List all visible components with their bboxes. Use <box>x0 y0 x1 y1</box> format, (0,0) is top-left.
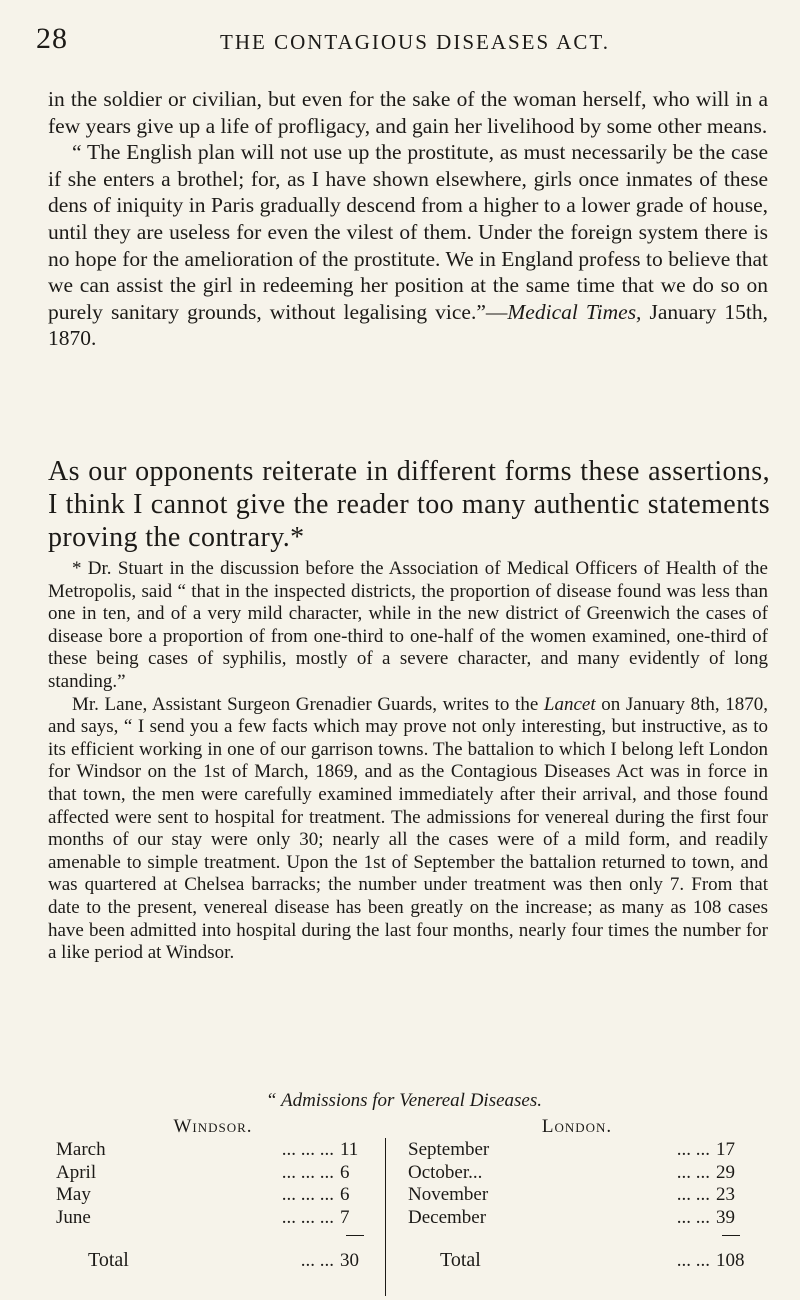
sum-rule <box>56 1229 370 1243</box>
admission-count: 17 <box>716 1139 735 1160</box>
lead-paragraph: As our opponents reiterate in different forms these assertions, I think I cannot give the reader too many authentic statements proving the contrary.* <box>48 456 770 553</box>
quoted-passage: “ The English plan will not use up the prostitute, as must necessarily be the case if she enters a brothel; for, as I have shown elsewhere, girls once inmates of these dens of iniquity in Paris gradually descend from a higher to a lower grade of house, until they are useless for even the vilest of them. Under the foreign system there is no hope for the amelioration of the prostitute. We in England profess to believe that we can assist the girl in redeeming her position at the same time that we do so on purely sanitary grounds, without legalising vice.”— <box>48 140 768 324</box>
table-row <box>56 1139 370 1162</box>
column-divider <box>385 1138 386 1296</box>
footnote-text-a: Mr. Lane, Assistant Surgeon Grenadier Guards, writes to the <box>72 693 544 715</box>
leader-dots: ... ... ... <box>281 1206 334 1228</box>
table-caption: “ Admissions for Venereal Diseases. <box>265 1090 543 1111</box>
leader-dots: ... ... <box>676 1161 710 1183</box>
body-text <box>48 86 768 352</box>
table-row <box>56 1162 370 1185</box>
table-row <box>408 1162 746 1185</box>
windsor-heading: Windsor. <box>173 1116 253 1137</box>
page-number: 28 <box>36 22 68 55</box>
table-row <box>56 1207 370 1230</box>
london-column <box>408 1116 746 1272</box>
total-label: Total <box>88 1249 129 1272</box>
month-label: April <box>56 1161 97 1183</box>
london-heading: London. <box>541 1116 613 1137</box>
total-row <box>56 1249 370 1272</box>
table-row <box>56 1184 370 1207</box>
running-head: THE CONTAGIOUS DISEASES ACT. <box>220 30 610 54</box>
leader-dots: ... ... ... <box>281 1139 334 1160</box>
total-label: Total <box>440 1249 481 1272</box>
leader-dots: ... ... <box>676 1184 710 1206</box>
leader-dots: ... ... ... <box>281 1184 334 1206</box>
month-label: June <box>56 1206 91 1228</box>
journal-title: Lancet <box>543 693 596 715</box>
sum-rule <box>408 1229 746 1243</box>
month-label: December <box>408 1206 487 1228</box>
admission-count: 6 <box>340 1184 350 1206</box>
admission-count: 11 <box>340 1139 359 1160</box>
body-paragraph-1: in the soldier or civilian, but even for the sake of the woman herself, who will in a few years give up a life of profligacy, and gain her livelihood by some other means. <box>48 87 768 138</box>
leader-dots: ... ... <box>676 1206 710 1228</box>
admission-count: 6 <box>340 1161 350 1183</box>
admission-count: 23 <box>716 1184 735 1206</box>
month-label: September <box>408 1139 490 1160</box>
admission-count: 7 <box>340 1206 350 1228</box>
source-date: January 15th, 1870. <box>48 299 768 351</box>
footnote-paragraph-2 <box>48 694 768 965</box>
month-label: October... <box>408 1161 483 1183</box>
footnote-text-b: on January 8th, 1870, and says, “ I send you a few facts which may prove not only interesting, but instructive, as to its efficient working in one of our garrison towns. The battalion to which I belong left London for Windsor on the 1st of March, 1869, and as the Contagious Diseases Act was in force in that town, the men were carefully examined immediately after their arrival, and those found affected were sent to hospital for treatment. The admissions for venereal during the first four months of our stay were only 30; nearly all the cases were of a mild form, and readily amenable to simple treatment. Upon the 1st of September the battalion returned to town, and was quartered at Chelsea barracks; the number under treatment was then only 7. From that date to the present, venereal disease has been greatly on the increase; as many as 108 cases have been admitted into hospital during the last four months, nearly four times the number for a like period at Windsor. <box>48 693 768 964</box>
body-paragraph-2 <box>48 139 768 352</box>
admission-count: 29 <box>716 1161 735 1183</box>
total-row <box>408 1249 746 1272</box>
footnote <box>48 558 768 965</box>
leader-dots: ... ... <box>676 1250 710 1272</box>
table-row <box>408 1207 746 1230</box>
footnote-paragraph-1: * Dr. Stuart in the discussion before the Association of Medical Officers of Health of the Metropolis, said “ that in the inspected districts, the proportion of disease found was less than one in ten, and of a very mild character, while in the new district of Greenwich the cases of disease bore a proportion of from one-third to one-half of the women examined, one-third of these being cases of syphilis, mostly of a severe character, and many evidently of long standing.” <box>48 558 768 692</box>
leader-dots: ... ... <box>300 1250 334 1272</box>
admission-count: 39 <box>716 1206 735 1228</box>
total-count: 30 <box>340 1250 359 1272</box>
month-label: March <box>56 1139 106 1160</box>
windsor-column <box>56 1116 370 1272</box>
leader-dots: ... ... <box>676 1139 710 1160</box>
month-label: November <box>408 1184 489 1206</box>
table-row <box>408 1139 746 1162</box>
month-label: May <box>56 1184 91 1206</box>
total-count: 108 <box>716 1250 745 1272</box>
leader-dots: ... ... ... <box>281 1161 334 1183</box>
source-title: Medical Times, <box>507 299 642 324</box>
table-row <box>408 1184 746 1207</box>
